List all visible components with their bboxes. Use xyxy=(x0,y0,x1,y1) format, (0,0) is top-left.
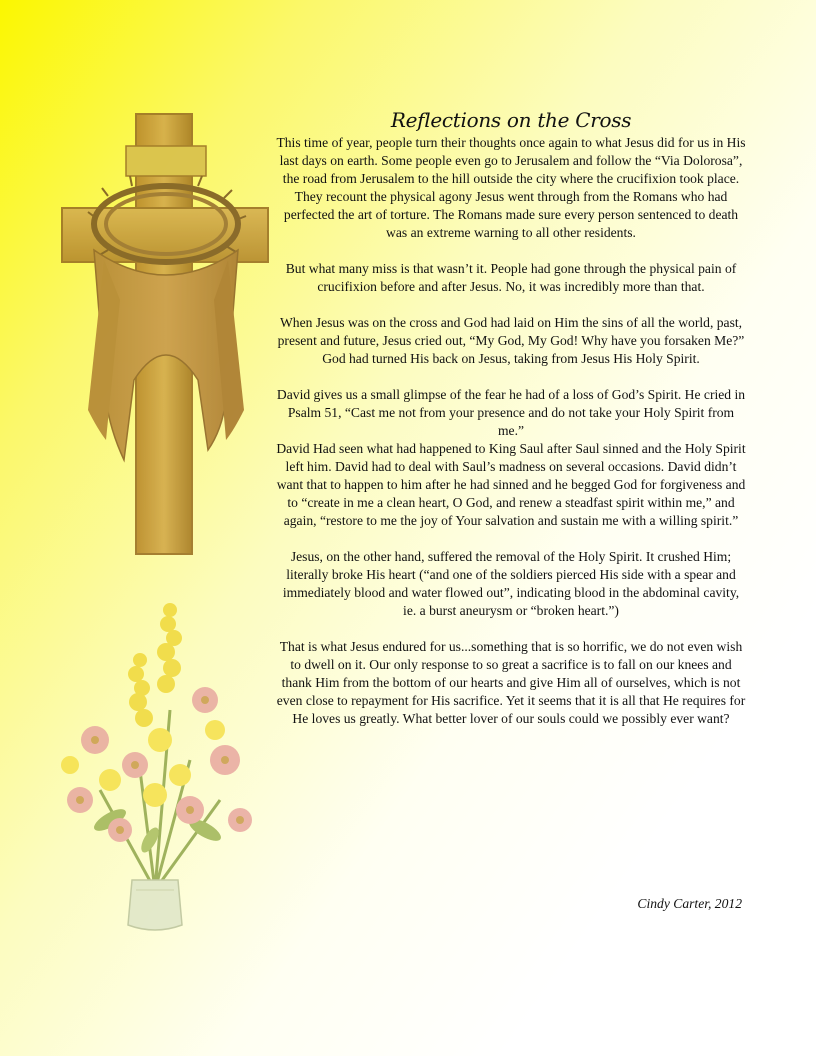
paragraph-5: David Had seen what had happened to King Saul after Saul sinned and the Holy Spirit left him. David had to deal with Saul’s madness on several occasions. David didn’t want that to happen to him after he had sinned and he begged God for forgiveness and to “create in me a clean heart, O God, and renew a steadfast spirit within me,” and again, “restore to me the joy of Your salvation and sustain me with a willing spirit.” xyxy=(276,441,746,528)
cross-illustration xyxy=(48,100,278,570)
paragraph-7: That is what Jesus endured for us...something that is so horrific, we do not even wish to dwell on it. Our only response to so great a sacrifice is to fall on our knees and thank Him from the bottom of our hearts and give Him all of ourselves, which is not even close to repayment for His sacrifice. Yet it seems that it is all that He requires for He loves us greatly. What better lover of our souls could we possibly ever want? xyxy=(276,639,746,726)
paragraph-1: This time of year, people turn their thoughts once again to what Jesus did for us in His last days on earth. Some people even go to Jerusalem and follow the “Via Dolorosa”, the road from Jerusalem to the hill outside the city where the crucifixion took place. They recount the physical agony Jesus went through from the Romans who had perfected the art of torture. The Romans made sure every person sentenced to death was an extreme warning to all other residents. xyxy=(276,135,746,240)
article xyxy=(276,108,746,746)
article-title: Reflections on the Cross xyxy=(390,108,632,132)
author-signature: Cindy Carter, 2012 xyxy=(637,896,742,911)
paragraph-4: David gives us a small glimpse of the fear he had of a loss of God’s Spirit. He cried in Psalm 51, “Cast me not from your presence and do not take your Holy Spirit from me.” xyxy=(276,387,746,438)
paragraph-3: When Jesus was on the cross and God had laid on Him the sins of all the world, past, present and future, Jesus cried out, “My God, My God! Why have you forsaken Me?” God had turned His back on Jesus, taking from Jesus His Holy Spirit. xyxy=(277,315,745,366)
flower-bouquet-illustration xyxy=(40,590,270,935)
paragraph-2: But what many miss is that wasn’t it. People had gone through the physical pain of crucifixion before and after Jesus. No, it was incredibly more than that. xyxy=(285,261,737,294)
paragraph-6: Jesus, on the other hand, suffered the removal of the Holy Spirit. It crushed Him; literally broke His heart (“and one of the soldiers pierced His side with a spear and immediately blood and water flowed out”, indicating blood in the abdominal cavity, ie. a burst aneurysm or “broken heart.”) xyxy=(282,549,740,618)
